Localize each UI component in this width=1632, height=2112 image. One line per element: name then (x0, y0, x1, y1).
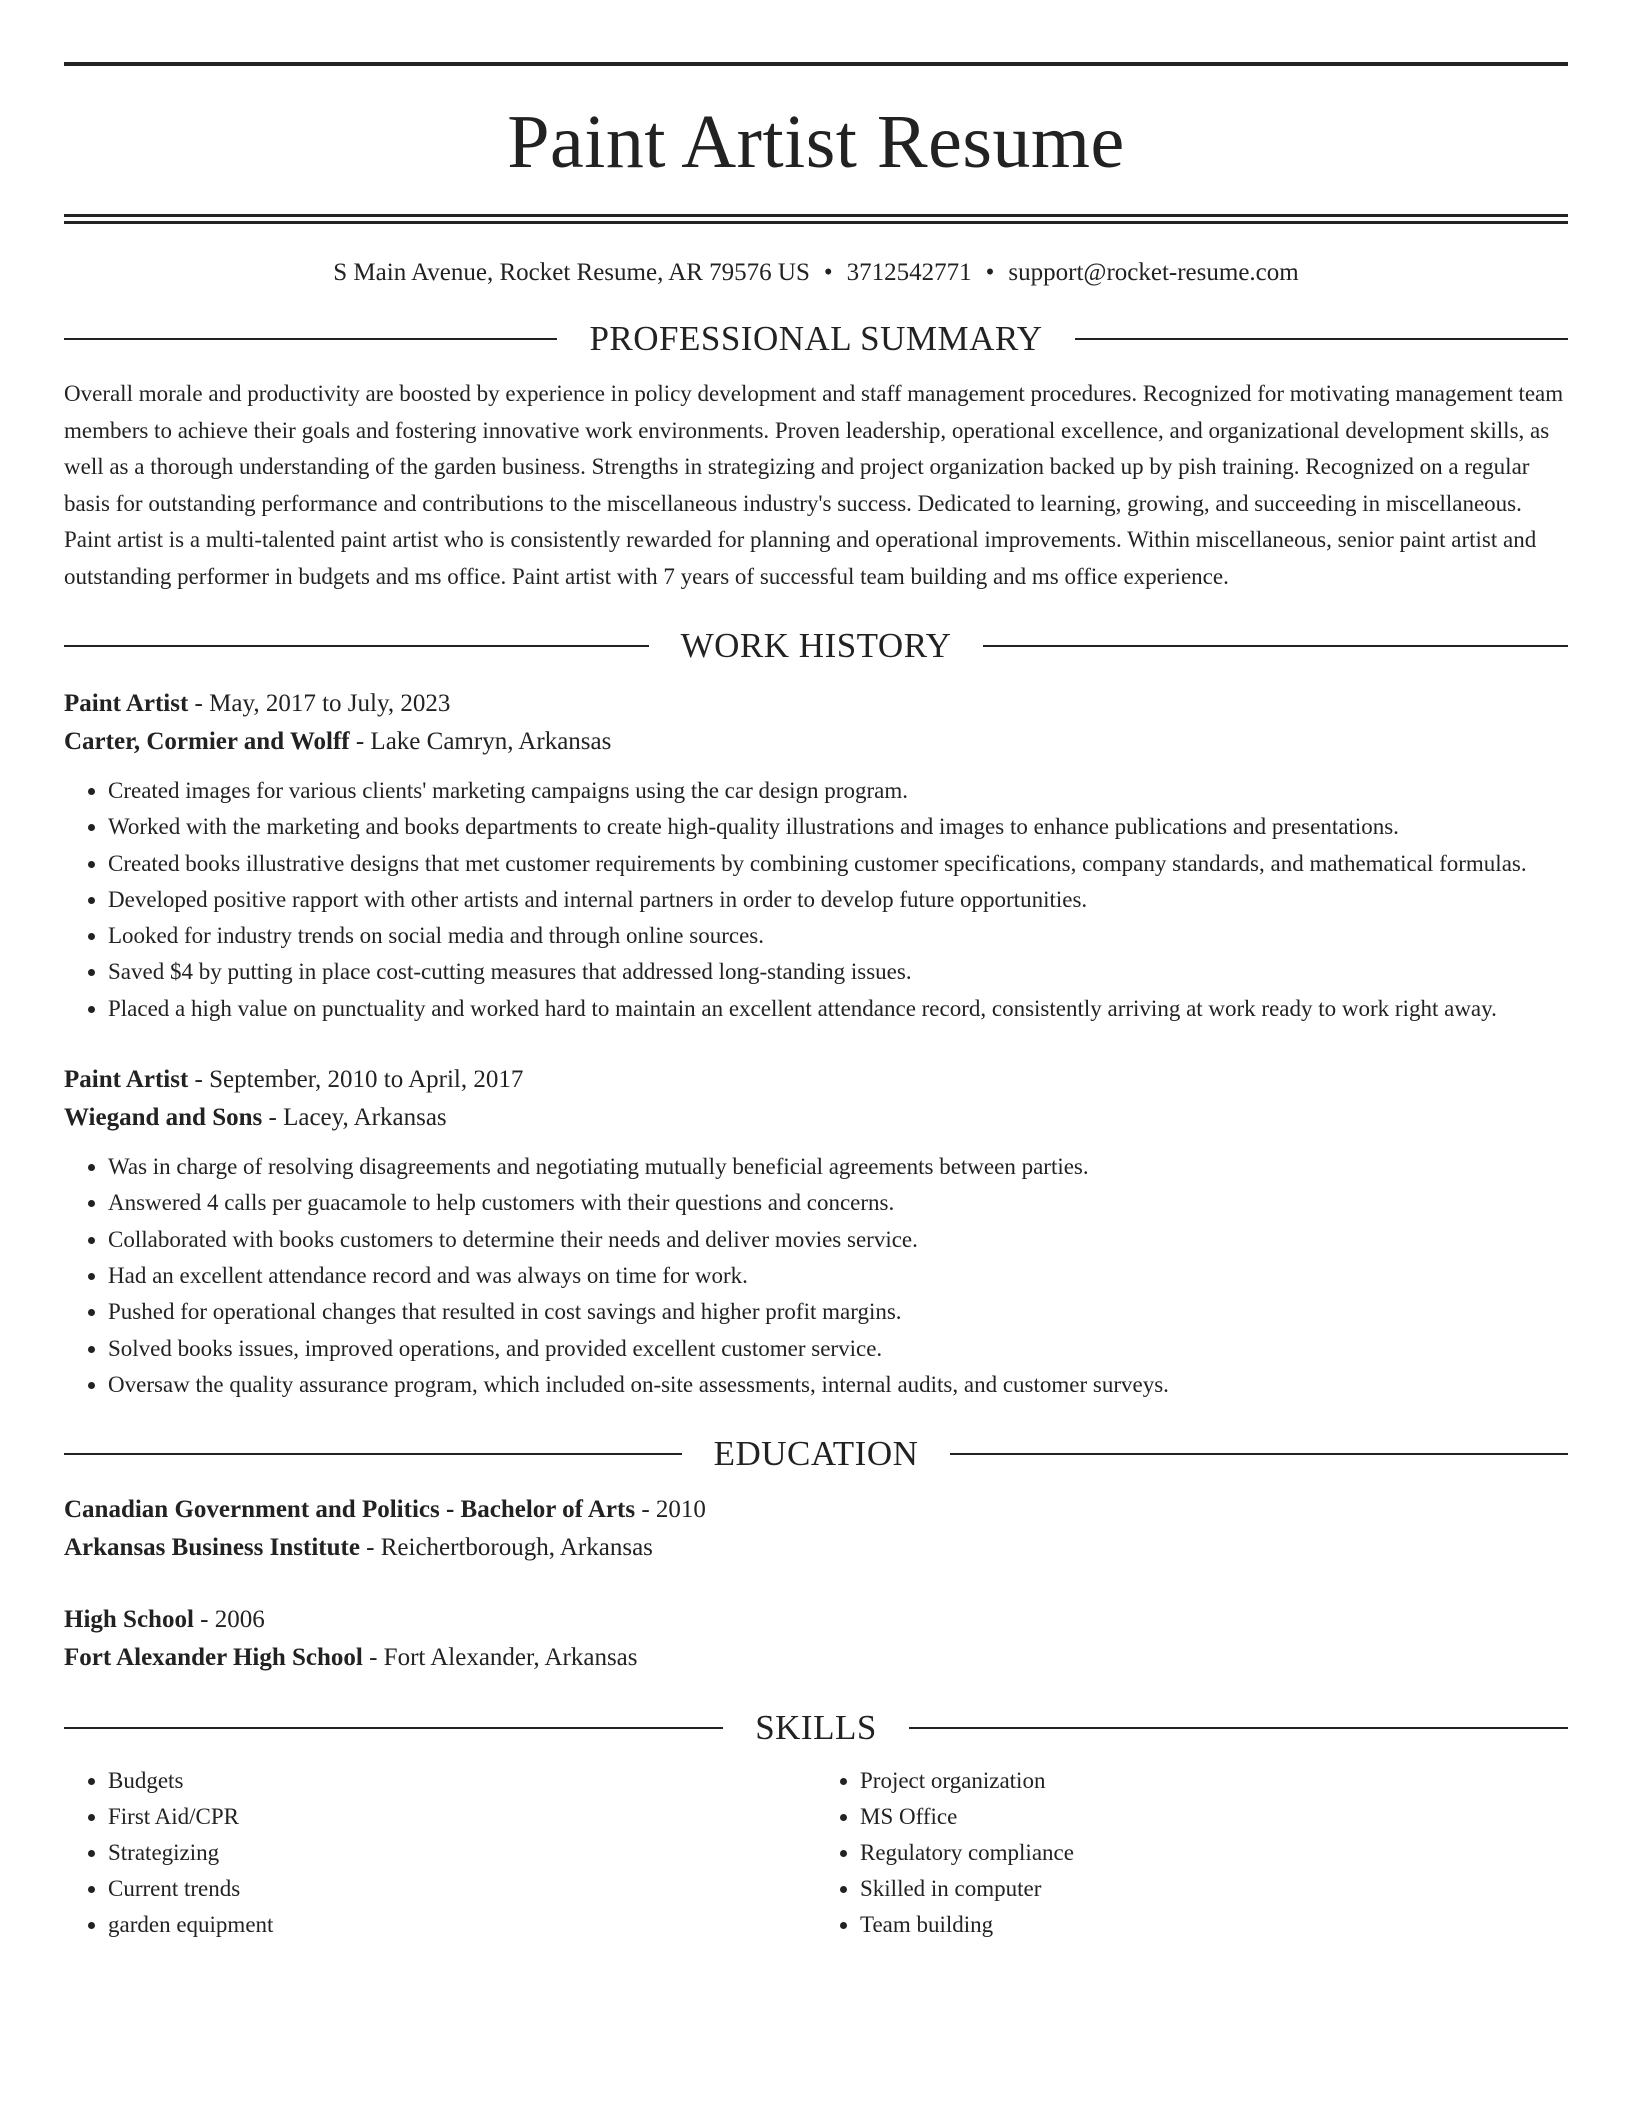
education-entry (64, 1491, 1568, 1567)
job-bullets (64, 1149, 1568, 1403)
education-degree-row (64, 1601, 1568, 1639)
list-item: • Collaborated with books customers to determine their needs and deliver movies service. (108, 1222, 1568, 1258)
education-degree-row (64, 1491, 1568, 1529)
job-title-row (64, 685, 1568, 723)
skill-item: • Skilled in computer (860, 1871, 1568, 1907)
list-item: • Developed positive rapport with other artists and internal partners in order to develop future opportunities. (108, 882, 1568, 918)
skills-columns (64, 1763, 1568, 1943)
skills-list-right (816, 1763, 1568, 1943)
list-item: • Created images for various clients' marketing campaigns using the car design program. (108, 773, 1568, 809)
skills-list-left (64, 1763, 816, 1943)
job-dates: - September, 2010 to April, 2017 (188, 1066, 524, 1094)
job-title: Paint Artist (64, 690, 189, 717)
contact-email: support@rocket-resume.com (1008, 259, 1299, 286)
education-entry (64, 1601, 1568, 1677)
contact-separator: • (823, 259, 833, 286)
list-item: • Oversaw the quality assurance program, which included on-site assessments, internal audits, and customer surveys. (108, 1367, 1568, 1403)
contact-line (64, 258, 1568, 288)
section-header-skills (64, 1707, 1568, 1749)
education-school: Arkansas Business Institute (64, 1534, 360, 1562)
top-rule (64, 62, 1568, 66)
skill-item: • Team building (860, 1907, 1568, 1943)
divider (950, 1453, 1568, 1455)
list-item: • Had an excellent attendance record and was always on time for work. (108, 1258, 1568, 1294)
education-degree: Canadian Government and Politics - Bachelor of Arts (64, 1496, 636, 1524)
job-company: Wiegand and Sons (64, 1104, 263, 1132)
skill-item: • First Aid/CPR (108, 1799, 816, 1835)
job-location: - Lake Camryn, Arkansas (349, 728, 612, 755)
section-header-work-history (64, 625, 1568, 667)
list-item: • Worked with the marketing and books departments to create high-quality illustrations and images to enhance publications and presentations. (108, 809, 1568, 845)
skill-item: • garden equipment (108, 1907, 816, 1943)
job-bullets (64, 773, 1568, 1027)
job-company-row (64, 723, 1568, 761)
divider (64, 645, 649, 647)
list-item: • Saved $4 by putting in place cost-cutting measures that addressed long-standing issues. (108, 954, 1568, 990)
divider (64, 1727, 723, 1729)
job-entry (64, 1061, 1568, 1403)
skill-item: • Project organization (860, 1763, 1568, 1799)
list-item: • Was in charge of resolving disagreements and negotiating mutually beneficial agreements between parties. (108, 1149, 1568, 1185)
list-item: • Placed a high value on punctuality and worked hard to maintain an excellent attendance record, consistently arriving at work ready to work right away. (108, 991, 1568, 1027)
contact-address: S Main Avenue, Rocket Resume, AR 79576 US (333, 259, 810, 286)
list-item: • Answered 4 calls per guacamole to help customers with their questions and concerns. (108, 1185, 1568, 1221)
education-degree: High School (64, 1606, 194, 1634)
title-double-rule (64, 214, 1568, 224)
job-title-row (64, 1061, 1568, 1099)
education-location: - Fort Alexander, Arkansas (362, 1644, 638, 1672)
job-dates: - May, 2017 to July, 2023 (188, 690, 451, 717)
education-school-row (64, 1639, 1568, 1677)
contact-phone: 3712542771 (846, 259, 972, 286)
divider (1075, 338, 1568, 340)
divider (64, 338, 557, 340)
section-title: WORK HISTORY (680, 626, 952, 665)
job-title: Paint Artist (64, 1066, 189, 1094)
skill-item: • Current trends (108, 1871, 816, 1907)
skill-item: • MS Office (860, 1799, 1568, 1835)
education-school-row (64, 1529, 1568, 1567)
education-school: Fort Alexander High School (64, 1644, 363, 1672)
summary-text: Overall morale and productivity are boosted by experience in policy development and staff management procedures. Recognized for motivating management team members to achieve their goals and fostering innovative work environments. Proven leadership, operational excellence, and organizational development skills, as well as a thorough understanding of the garden business. Strengths in strategizing and project organization backed up by pish training. Recognized on a regular basis for outstanding performance and contributions to the miscellaneous industry's success. Dedicated to learning, growing, and succeeding in miscellaneous. Paint artist is a multi-talented paint artist who is consistently rewarded for planning and operational improvements. Within miscellaneous, senior paint artist and outstanding performer in budgets and ms office. Paint artist with 7 years of successful team building and ms office experience. (64, 381, 1564, 589)
education-year: - 2006 (193, 1606, 265, 1634)
section-header-education (64, 1433, 1568, 1475)
list-item: • Pushed for operational changes that resulted in cost savings and higher profit margins. (108, 1294, 1568, 1330)
divider (64, 1453, 682, 1455)
skill-item: • Strategizing (108, 1835, 816, 1871)
section-header-summary (64, 318, 1568, 360)
education-year: - 2010 (635, 1496, 706, 1524)
divider (909, 1727, 1568, 1729)
job-company-row (64, 1099, 1568, 1137)
skill-item: • Budgets (108, 1763, 816, 1799)
section-title: SKILLS (755, 1708, 877, 1748)
education-location: - Reichertborough, Arkansas (359, 1534, 653, 1562)
job-company: Carter, Cormier and Wolff (64, 728, 350, 755)
divider (983, 645, 1568, 647)
job-location: - Lacey, Arkansas (262, 1104, 447, 1132)
section-title: PROFESSIONAL SUMMARY (589, 319, 1043, 358)
job-entry (64, 685, 1568, 1027)
contact-separator: • (985, 259, 995, 286)
page-title: Paint Artist Resume (507, 100, 1125, 184)
list-item: • Solved books issues, improved operations, and provided excellent customer service. (108, 1331, 1568, 1367)
list-item: • Looked for industry trends on social media and through online sources. (108, 918, 1568, 954)
section-title: EDUCATION (713, 1434, 919, 1474)
list-item: • Created books illustrative designs that met customer requirements by combining customer specifications, company standards, and mathematical formulas. (108, 846, 1568, 882)
skill-item: • Regulatory compliance (860, 1835, 1568, 1871)
